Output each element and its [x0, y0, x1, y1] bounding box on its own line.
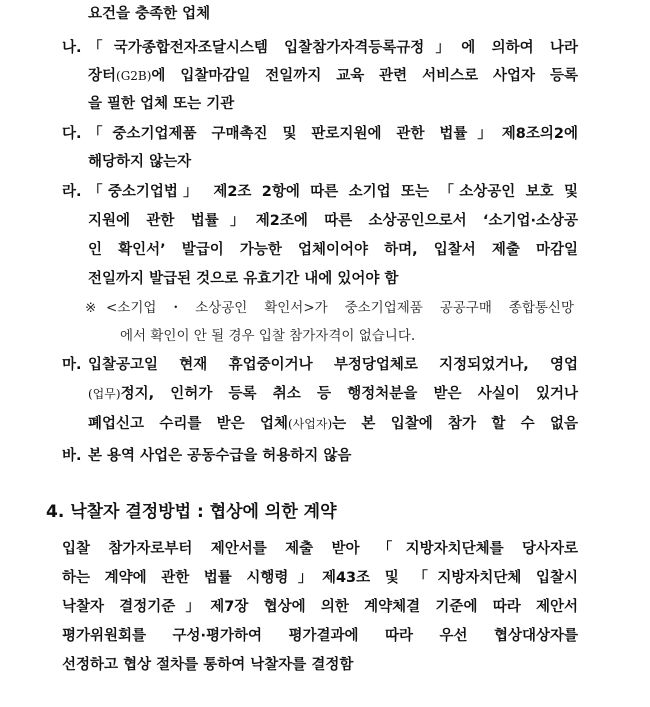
note-line2-text: 에서 확인이 안 될 경우 입찰 참가자격이 없습니다.	[120, 328, 416, 344]
item-ma-line2-b: 정지, 인허가 등록 취소 등 행정처분을 받은 사실이 있거나	[120, 386, 578, 402]
item-ma-line3-a: 폐업신고 수리를 받은 업체	[88, 416, 288, 432]
item-na-line2-a: 장터	[88, 68, 117, 84]
section4-line-4	[62, 626, 578, 646]
note-marker-text: ※	[85, 300, 97, 316]
item-ma-marker	[62, 355, 82, 375]
item-ra-line4-text: 전일까지 발급된 것으로 유효기간 내에 있어야 함	[88, 271, 399, 287]
item-ba-line1	[88, 446, 351, 466]
item-ra-marker-text: 라.	[62, 184, 82, 200]
section4-line-2	[62, 568, 578, 588]
item-da-line1-text: 「중소기업제품 구매촉진 및 판로지원에 관한 법률」제8조의2에	[88, 126, 578, 142]
item-da-marker	[62, 124, 82, 144]
item-ra-line1-text: 「중소기업법」 제2조 2항에 따른 소기업 또는 「소상공인 보호 및	[88, 184, 578, 200]
item-ra-line4	[88, 269, 398, 289]
section4-heading	[46, 500, 337, 524]
item-ra-line1	[88, 182, 578, 202]
section4-line-3-text: 낙찰자 결정기준」제7장 협상에 의한 계약체결 기준에 따라 제안서	[62, 599, 578, 615]
item-na-line1-text: 「국가종합전자조달시스템 입찰참가자격등록규정」에 의하여 나라	[88, 40, 578, 56]
item-ra-line2	[88, 211, 578, 231]
section4-heading-text: 4. 낙찰자 결정방법 : 협상에 의한 계약	[46, 502, 337, 522]
note-line2	[120, 326, 415, 346]
item-ma-line2	[88, 384, 578, 404]
section4-line-3	[62, 597, 578, 617]
section4-line-2-text: 하는 계약에 관한 법률 시행령」제43조 및 「지방자치단체 입찰시	[62, 570, 578, 586]
item-ma-line3-b: 는 본 입찰에 참가 할 수 없음	[332, 416, 578, 432]
item-ra-line3-text: 인 확인서’ 발급이 가능한 업체이어야 하며, 입찰서 제출 마감일	[88, 242, 578, 258]
item-ba-marker	[62, 446, 82, 466]
item-na-line2	[88, 66, 578, 86]
section4-line-5-text: 선정하고 협상 절차를 통하여 낙찰자를 결정함	[62, 657, 354, 673]
item-na-line1	[88, 38, 578, 58]
item-ma-marker-text: 마.	[62, 357, 82, 373]
section4-line-1	[62, 539, 578, 559]
note-marker	[85, 298, 96, 318]
item-ra-line2-text: 지원에 관한 법률」제2조에 따른 소상공인으로서 ‘소기업·소상공	[88, 213, 578, 229]
item-ma-line3	[88, 414, 578, 434]
item-na-line2-b: 에 입찰마감일 전일까지 교육 관련 서비스로 사업자 등록	[151, 68, 578, 84]
item-ma-work: (업무)	[88, 387, 121, 401]
item-da-line2-text: 해당하지 않는자	[88, 154, 192, 170]
item-ga-tail	[88, 4, 210, 24]
section4-line-5	[62, 655, 353, 675]
item-na-marker	[62, 38, 82, 58]
section4-line-4-text: 평가위원회를 구성·평가하여 평가결과에 따라 우선 협상대상자를	[62, 628, 578, 644]
item-da-line1	[88, 124, 578, 144]
item-ma-business: (사업자)	[287, 417, 333, 431]
item-da-marker-text: 다.	[62, 126, 82, 142]
item-na-line3	[88, 94, 234, 114]
note-line1	[106, 298, 574, 318]
item-ra-marker	[62, 182, 82, 202]
item-ba-marker-text: 바.	[62, 448, 82, 464]
item-ba-line1-text: 본 용역 사업은 공동수급을 허용하지 않음	[88, 448, 352, 464]
item-ma-line1	[88, 355, 578, 375]
item-na-marker-text: 나.	[62, 40, 82, 56]
item-ma-line1-text: 입찰공고일 현재 휴업중이거나 부정당업체로 지정되었거나, 영업	[88, 357, 578, 373]
item-na-line3-text: 을 필한 업체 또는 기관	[88, 96, 235, 112]
section4-line-1-text: 입찰 참가자로부터 제안서를 제출 받아 「지방자치단체를 당사자로	[62, 541, 578, 557]
item-ra-line3	[88, 240, 578, 260]
item-ga-tail-text: 요건을 충족한 업체	[88, 6, 211, 22]
item-na-g2b: (G2B)	[116, 69, 152, 83]
note-line1-text: <소기업・소상공인 확인서>가 중소기업제품 공공구매 종합통신망	[106, 300, 574, 316]
item-da-line2	[88, 152, 191, 172]
